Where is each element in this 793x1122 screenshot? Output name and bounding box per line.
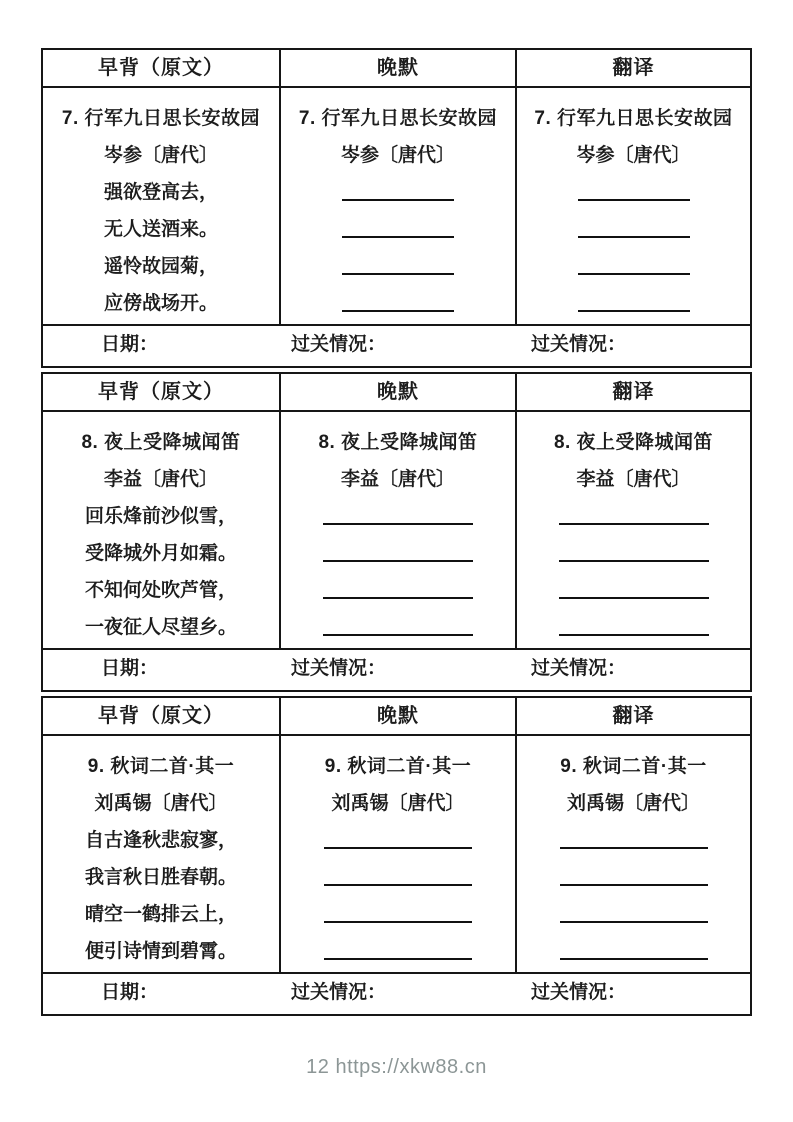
table-footer-row <box>43 326 750 366</box>
poem-author: 刘禹锡〔唐代〕 <box>331 793 465 814</box>
answer-blank <box>560 933 708 970</box>
poem-author: 刘禹锡〔唐代〕 <box>566 793 700 814</box>
answer-blank-line <box>559 634 709 636</box>
dictation-cell <box>281 736 517 972</box>
poem-line: 便引诗情到碧霄。 <box>84 941 237 962</box>
header-translation: 翻译 <box>612 57 655 79</box>
answer-blank-line <box>323 597 473 599</box>
poem-table-8 <box>41 372 752 692</box>
answer-blank-line <box>560 958 708 960</box>
answer-blank-line <box>560 884 708 886</box>
answer-blank <box>324 896 472 933</box>
answer-blank-line <box>559 523 709 525</box>
answer-blank <box>560 896 708 933</box>
answer-blank-line <box>342 310 454 312</box>
answer-blank-line <box>578 199 690 201</box>
answer-blank-line <box>559 560 709 562</box>
poem-line: 强欲登高去， <box>103 182 218 203</box>
poem-line: 应傍战场开。 <box>103 293 218 314</box>
header-evening-dictation: 晚默 <box>281 374 517 410</box>
answer-blank-line <box>342 236 454 238</box>
answer-blank-line <box>578 273 690 275</box>
answer-blank <box>578 248 690 285</box>
poem-title: 9. 秋词二首·其一 <box>560 756 707 777</box>
answer-blank-line <box>323 634 473 636</box>
poem-line: 遥怜故园菊， <box>103 256 218 277</box>
answer-blank <box>324 933 472 970</box>
poem-author: 岑参〔唐代〕 <box>103 145 218 166</box>
answer-blank <box>323 609 473 646</box>
table-header-row <box>43 374 750 412</box>
poem-line: 我言秋日胜春朝。 <box>84 867 237 888</box>
answer-blank <box>578 285 690 322</box>
answer-blank-line <box>578 310 690 312</box>
answer-blank-line <box>342 199 454 201</box>
answer-blank <box>559 535 709 572</box>
pass-status-label: 过关情况： <box>291 658 387 679</box>
poem-title: 7. 行军九日思长安故园 <box>298 108 498 129</box>
dictation-cell <box>281 88 517 324</box>
answer-blank <box>324 822 472 859</box>
answer-blank-line <box>324 921 472 923</box>
answer-blank <box>324 859 472 896</box>
answer-blank-line <box>560 847 708 849</box>
poem-author: 李益〔唐代〕 <box>340 469 455 490</box>
original-text-cell <box>43 412 281 648</box>
pass-status-label: 过关情况： <box>531 658 627 679</box>
pass-status-label: 过关情况： <box>291 982 387 1003</box>
poem-author: 李益〔唐代〕 <box>576 469 691 490</box>
answer-blank <box>559 572 709 609</box>
date-label: 日期： <box>101 982 159 1003</box>
original-text-cell <box>43 88 281 324</box>
poem-tables-container <box>41 48 752 1020</box>
poem-line: 回乐烽前沙似雪， <box>84 506 237 527</box>
translation-cell <box>517 412 750 648</box>
poem-title: 7. 行军九日思长安故园 <box>534 108 733 129</box>
poem-line: 晴空一鹤排云上， <box>84 904 237 925</box>
answer-blank <box>559 609 709 646</box>
answer-blank <box>559 498 709 535</box>
poem-author: 岑参〔唐代〕 <box>340 145 455 166</box>
table-content-row <box>43 736 750 974</box>
table-footer-row <box>43 650 750 690</box>
answer-blank <box>578 174 690 211</box>
answer-blank <box>323 535 473 572</box>
pass-status-label: 过关情况： <box>291 334 387 355</box>
header-translation: 翻译 <box>612 381 655 403</box>
poem-line: 受降城外月如霜。 <box>84 543 237 564</box>
answer-blank-line <box>560 921 708 923</box>
translation-cell <box>517 736 750 972</box>
poem-title: 9. 秋词二首·其一 <box>324 756 472 777</box>
poem-line: 自古逢秋悲寂寥， <box>84 830 237 851</box>
pass-status-label: 过关情况： <box>531 982 627 1003</box>
table-footer-row <box>43 974 750 1014</box>
poem-table-9 <box>41 696 752 1016</box>
answer-blank <box>323 572 473 609</box>
table-header-row <box>43 50 750 88</box>
header-morning-recite: 早背（原文） <box>43 374 281 410</box>
header-evening-dictation: 晚默 <box>281 698 517 734</box>
answer-blank-line <box>323 523 473 525</box>
poem-line: 无人送酒来。 <box>103 219 218 240</box>
poem-table-7 <box>41 48 752 368</box>
poem-author: 李益〔唐代〕 <box>103 469 218 490</box>
poem-title: 8. 夜上受降城闻笛 <box>318 432 478 453</box>
table-content-row <box>43 412 750 650</box>
poem-author: 刘禹锡〔唐代〕 <box>94 793 228 814</box>
answer-blank-line <box>559 597 709 599</box>
answer-blank-line <box>578 236 690 238</box>
translation-cell <box>517 88 750 324</box>
date-label: 日期： <box>101 658 159 679</box>
poem-title: 8. 夜上受降城闻笛 <box>553 432 714 453</box>
header-morning-recite: 早背（原文） <box>43 698 281 734</box>
answer-blank-line <box>324 847 472 849</box>
pass-status-label: 过关情况： <box>531 334 627 355</box>
answer-blank <box>560 822 708 859</box>
poem-title: 9. 秋词二首·其一 <box>87 756 235 777</box>
header-evening-dictation: 晚默 <box>281 50 517 86</box>
answer-blank <box>342 248 454 285</box>
answer-blank-line <box>323 560 473 562</box>
answer-blank <box>578 211 690 248</box>
page-number-and-source-url: 12 https://xkw88.cn <box>306 1056 487 1078</box>
answer-blank-line <box>342 273 454 275</box>
poem-author: 岑参〔唐代〕 <box>576 145 691 166</box>
poem-line: 一夜征人尽望乡。 <box>84 617 237 638</box>
answer-blank <box>342 211 454 248</box>
poem-line: 不知何处吹芦管， <box>84 580 237 601</box>
answer-blank <box>342 174 454 211</box>
header-translation: 翻译 <box>612 705 655 727</box>
header-morning-recite: 早背（原文） <box>43 50 281 86</box>
answer-blank <box>560 859 708 896</box>
answer-blank <box>323 498 473 535</box>
poem-title: 8. 夜上受降城闻笛 <box>81 432 241 453</box>
original-text-cell <box>43 736 281 972</box>
answer-blank <box>342 285 454 322</box>
date-label: 日期： <box>101 334 159 355</box>
answer-blank-line <box>324 958 472 960</box>
dictation-cell <box>281 412 517 648</box>
poem-title: 7. 行军九日思长安故园 <box>61 108 261 129</box>
answer-blank-line <box>324 884 472 886</box>
table-header-row <box>43 698 750 736</box>
table-content-row <box>43 88 750 326</box>
